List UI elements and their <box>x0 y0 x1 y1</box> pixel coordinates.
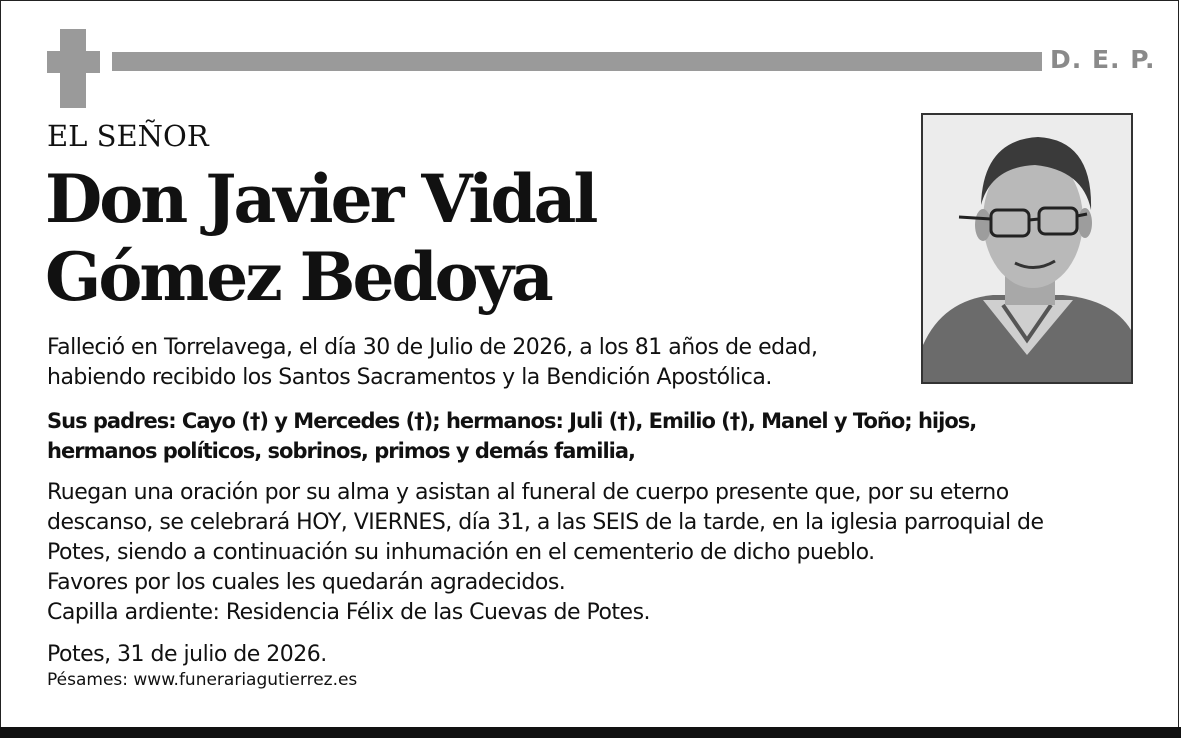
prayer-line: Potes, siendo a continuación su inhumación en el cementerio de dicho pueblo. <box>47 540 875 565</box>
prayer-line: Favores por los cuales les quedarán agradecidos. <box>47 570 566 595</box>
header-rule <box>112 52 1042 71</box>
deceased-name-line1: Don Javier Vidal <box>45 160 596 238</box>
prayer-line: Ruegan una oración por su alma y asistan al funeral de cuerpo presente que, por su eterno <box>47 480 1009 505</box>
condolences-link: Pésames: www.funerariagutierrez.es <box>47 670 358 690</box>
bottom-rule <box>0 727 1181 738</box>
death-notice-line: habiendo recibido los Santos Sacramentos y la Bendición Apostólica. <box>47 365 772 390</box>
title-prefix: EL SEÑOR <box>47 119 209 153</box>
deceased-name-line2: Gómez Bedoya <box>45 238 551 316</box>
death-notice-line: Falleció en Torrelavega, el día 30 de Julio de 2026, a los 81 años de edad, <box>47 335 818 360</box>
deceased-portrait <box>921 113 1133 384</box>
place-date: Potes, 31 de julio de 2026. <box>47 642 327 667</box>
family-line: Sus padres: Cayo (†) y Mercedes (†); hermanos: Juli (†), Emilio (†), Manel y Toño; hijos, <box>47 409 977 433</box>
latin-cross-icon <box>47 29 100 108</box>
dep-label: D. E. P. <box>1050 45 1156 74</box>
family-line: hermanos políticos, sobrinos, primos y demás familia, <box>47 439 636 463</box>
prayer-line: descanso, se celebrará HOY, VIERNES, día 31, a las SEIS de la tarde, en la iglesia parroquial de <box>47 510 1044 535</box>
prayer-line: Capilla ardiente: Residencia Félix de las Cuevas de Potes. <box>47 600 651 625</box>
